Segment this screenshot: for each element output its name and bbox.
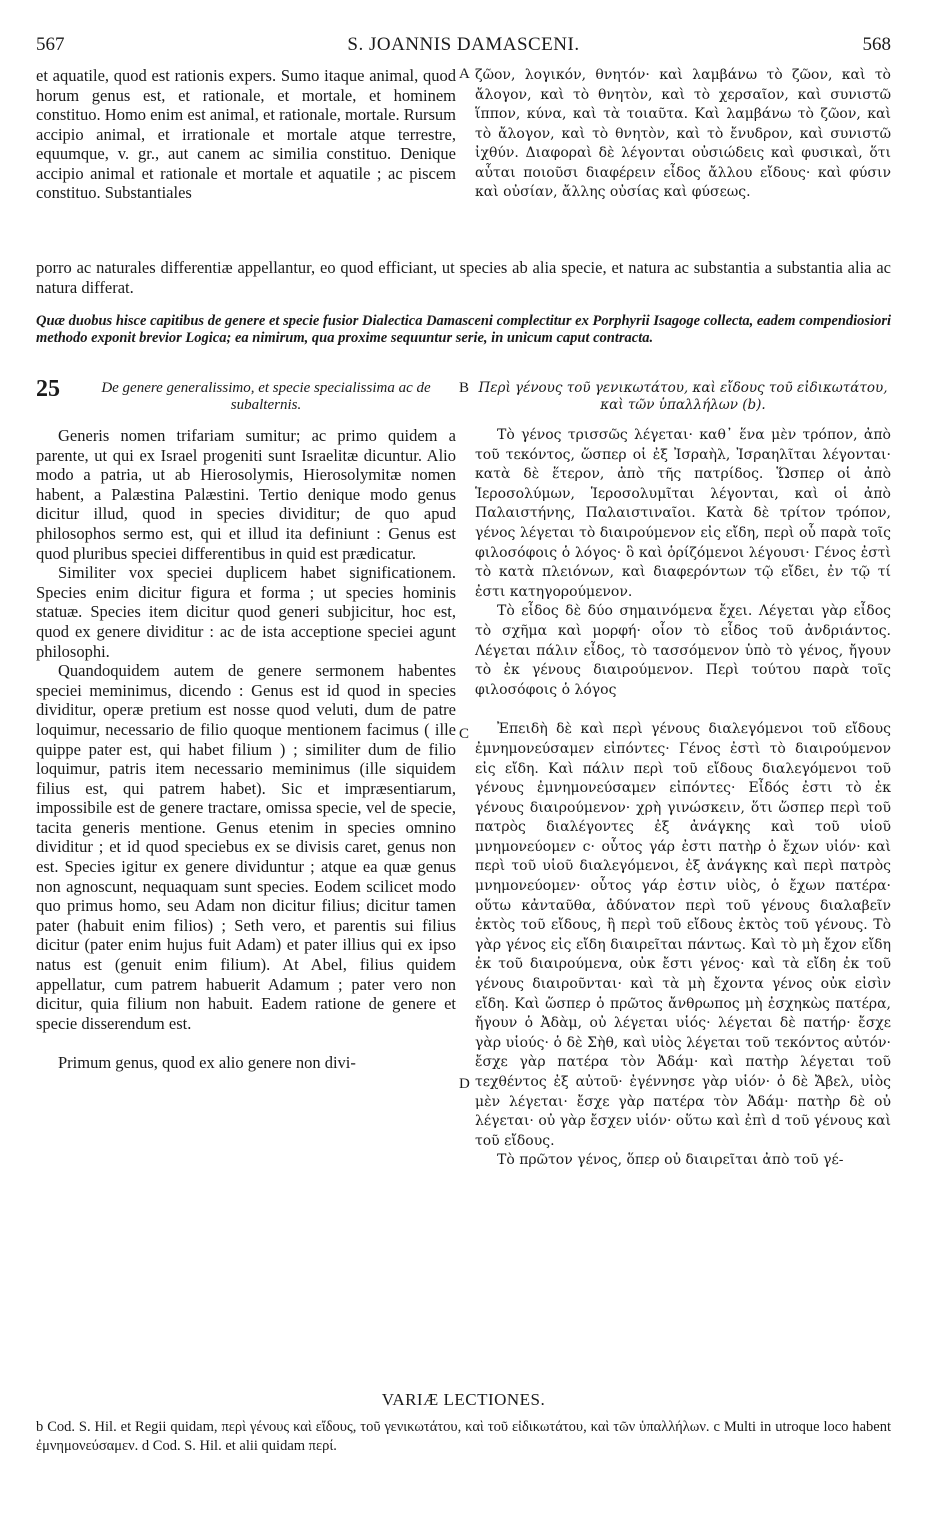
latin-section-heading: De genere generalissimo, et specie specialissima ac de subalternis. — [101, 380, 431, 413]
greek-paragraph-1: Τὸ γένος τρισσῶς λέγεται· καθ᾽ ἕνα μὲν τρόπον, ἀπὸ τοῦ τεκόντος, ὥσπερ οἱ ἐξ Ἰσραὴλ, Ἰσραηλῖται λέγονται· κατὰ δὲ ἕτερον, ἀπὸ τῆς πατρίδος. Ὥσπερ οἱ ἀπὸ Ἱεροσολύμων, Ἱεροσολυμῖται λέγονται, καὶ οἱ ἀπὸ Παλαιστήνης, Παλαιστιναῖοι. Κατὰ δὲ τρίτον τρόπον, γένος λέγεται τὸ διαιρούμενον εἰς εἴδη, περὶ οὗ παρὰ τοῖς φιλοσόφοις ὁ λόγος· ὃ καὶ ὁρίζόμενοι λέγουσι· Γένος ἐστὶ τὸ κατὰ πλειόνων, καὶ διαφερόντων τῷ εἴδει, ἐν τῷ τί ἐστι κατηγορούμενον. — [475, 427, 891, 600]
top-full-text: porro ac naturales differentiæ appellantur, eo quod efficiant, ut species ab alia specie, et natura ac substantia a substantia alia ac natura differat. — [36, 258, 891, 297]
running-title: S. JOANNIS DAMASCENI. — [347, 34, 580, 55]
variae-lectiones-text: b Cod. S. Hil. et Regii quidam, περὶ γένους καὶ εἴδους, τοῦ γενικωτάτου, καὶ τοῦ εἰδικωτάτου, καὶ τῶν ὑπαλλήλων. c Multi in utroque loco habent ἐμνημονεύσαμεν. d Cod. S. Hil. et alii quidam περί. — [36, 1419, 891, 1454]
top-greek-text: ζῶον, λογικόν, θνητόν· καὶ λαμβάνω τὸ ζῶον, καὶ τὸ ἄλογον, καὶ τὸ θνητὸν, καὶ τὸ χερσαῖον, καὶ συνιστῶ ἵππον, κύνα, καὶ τὰ τοιαῦτα. Καὶ λαμβάνω τὸ ζῶον, καὶ τὸ ἄλογον, καὶ τὸ θνητὸν, καὶ τὸ ἔνυδρον, καὶ συνιστῶ ἰχθύν. Διαφοραὶ δὲ λέγονται οὐσιώδεις καὶ φυσικαὶ, ὅτι αὗται ποιοῦσι διαφέρειν εἶδος ἄλλου εἴδους· καὶ φύσιν καὶ οὐσίαν, ἄλλης οὐσίας καὶ φύσεως. — [475, 67, 891, 200]
marker-b: B — [459, 380, 470, 396]
right-greek-column — [475, 426, 891, 1171]
top-latin-column — [36, 66, 456, 203]
left-page-number: 567 — [36, 34, 65, 55]
greek-section-heading: Περὶ γένους τοῦ γενικωτάτου, καὶ εἴδους τοῦ εἰδικωτάτου, καὶ τῶν ὑπαλλήλων (b). — [478, 380, 888, 413]
latin-paragraph-3: Quandoquidem autem de genere sermonem habentes speciei meminimus, dicendo : Genus est id quod in species dividitur, operæ pretium est nosse quod veluti, dum de patre loquimur, necessario de filio quoque mentionem facimus ( ille quippe pater est, qui habet filium ) ; similiter dum de filio loquimur, patris item necessario meminimus (ille siquidem filius est, qui patrem habet). Sic et impræsentiarum, impossibile est de genere tractare, omissa specie, vel de specie, tacita generis mentione. Genus etenim in species omnino dividitur ; et id quod speciebus ex se divisis caret, genus non est. Species igitur ex genere dividuntur ; atque ea quæ genus non agnoscunt, nequaquam sunt species. Eodem scilicet modo quo primus homo, seu Adam non dicitur filius; dicitur tamen pater (habuit enim filios) ; Seth vero, et parentis sui filius dicitur (pater enim hujus fuit Adam) et pater illius qui ex ipso natus est (genuit enim filium). At Abel, filius quidem appellatur, cum patrem habuerit Adamum ; pater vero non dicitur, quia filium non habuit. Eadem ratione de genere et specie disserendum est. — [36, 661, 456, 1033]
top-full-width-text — [36, 258, 891, 297]
marker-a: A — [459, 66, 470, 82]
page-header — [36, 34, 891, 64]
right-page-number: 568 — [862, 34, 891, 55]
editorial-note: Quæ duobus hisce capitibus de genere et specie fusior Dialectica Damasceni complectitur ex Porphyrii Isagoge collecta, eadem compendiosiori methodo exponit brevior Logica; ea nimirum, qua proxime sequuntur serie, in unicum caput contracta. — [36, 313, 891, 346]
variae-lectiones-title: VARIÆ LECTIONES. — [381, 1390, 546, 1409]
latin-paragraph-4: Primum genus, quod ex alio genere non divi- — [58, 1053, 356, 1073]
greek-paragraph-2: Τὸ εἶδος δὲ δύο σημαινόμενα ἔχει. Λέγεται γὰρ εἶδος τὸ σχῆμα καὶ μορφή· οἷον τὸ εἶδος τοῦ ἀνδριάντος. Λέγεται πάλιν εἶδος, τὸ τασσόμενον ὑπὸ τὸ γένος, ἤγουν τὸ ἐκ γένους διαιρούμενον. Περὶ τούτου παρὰ τοῖς φιλοσόφοις ὁ λόγος — [475, 603, 891, 698]
marker-d: D — [459, 1076, 470, 1092]
top-greek-column — [475, 66, 891, 203]
greek-paragraph-4: Τὸ πρῶτον γένος, ὅπερ οὐ διαιρεῖται ἀπὸ τοῦ γέ- — [497, 1152, 844, 1169]
top-latin-text: et aquatile, quod est rationis expers. Sumo itaque animal, quod horum genus est, et rationale, et mortale, et hominem constituo. Homo enim est animal, et rationale, mortale. Rursum accipio animal, et irrationale et mortale atque terrestre, equumque, v. gr., aut canem ac similia constituo. Denique accipio animal et rationale et mortale et aquatile ; ac piscem constituo. Substantiales — [36, 66, 456, 202]
marker-c: C — [459, 726, 470, 742]
latin-paragraph-2: Similiter vox speciei duplicem habet significationem. Species enim dicitur figura et forma ; ut species hominis statuæ. Species item dicitur quod generi subjicitur, hoc est, quod ex genere dividitur : ac de ista acceptione speciei agunt philosophi. — [36, 563, 456, 661]
section-number: 25 — [36, 376, 60, 402]
greek-paragraph-3: Ἐπειδὴ δὲ καὶ περὶ γένους διαλεγόμενοι τοῦ εἴδους ἐμνημονεύσαμεν εἰπόντες· Γένος ἐστὶ τὸ διαιρούμενον εἰς εἴδη. Καὶ πάλιν περὶ τοῦ εἴδους διαλεγόμενοι τοῦ γένους ἐμνημονεύσαμεν εἰπόντες· Εἶδός ἐστι τὸ ἐκ γένους διαιρούμενον· χρὴ γινώσκειν, ὅτι ὥσπερ περὶ τοῦ πατρὸς διαλέγοντες ἐξ ἀνάγκης καὶ τοῦ υἱοῦ μνημονεύομεν c· οὗτος γάρ ἐστι πατὴρ ὁ ἔχων υἱόν· καὶ περὶ τοῦ υἱοῦ διαλεγόμενοι, ἐξ ἀνάγκης καὶ περὶ πατρὸς μνημονεύομεν· οὗτος γάρ ἐστιν υἱὸς, ὁ ἔχων πατέρα· οὕτω κἀνταῦθα, ἀδύνατον περὶ τοῦ γένους διαλαβεῖν ἐκτὸς τοῦ εἴδους, ἢ περὶ τοῦ εἴδους ἐκτὸς τοῦ γένους. Τὸ γὰρ γένος εἰς εἴδη διαιρεῖται πάντως. Καὶ τὸ μὴ ἔχον εἴδη ἐκ τοῦ διαιρούμενα, οὐκ ἔστι γένος· καὶ τὰ εἴδη ἐκ τοῦ γένους διαιροῦνται· καὶ τὰ μὴ ἔχοντα γένος οὐκ εἰσὶν εἴδη. Καὶ ὥσπερ ὁ πρῶτος ἄνθρωπος μὴ ἐσχηκὼς πατέρα, ἤγουν ὁ Ἀδὰμ, οὐ λέγεται υἱός· λέγεται δὲ πατήρ· ἔσχε γὰρ υἱούς· ὁ δὲ Σὴθ, καὶ υἱὸς λέγεται τοῦ τεκόντος αὐτόν· ἔσχε γὰρ πατέρα τὸν Ἀδάμ· καὶ πατὴρ λέγεται τοῦ τεχθέντος ἐξ αὐτοῦ· ἐγέννησε γὰρ υἱόν· ὁ δὲ Ἄβελ, υἱὸς μὲν λέγεται· ἔσχε γὰρ πατέρα τὸν Ἀδάμ· πατὴρ δὲ οὐ λέγεται· οὐ γὰρ ἔσχεν υἱόν· οὕτω καὶ ἐπὶ d τοῦ γένους καὶ τοῦ εἴδους. — [475, 721, 891, 1149]
left-latin-column — [36, 426, 456, 1073]
latin-paragraph-1: Generis nomen trifariam sumitur; ac primo quidem a parente, ut qui ex Israel progeniti sunt Israelitæ dicuntur. Alio modo a patria, ut ab Hierosolymis, Hierosolymitæ nomen habent, a Palæstina Palæstini. Tertio denique modo genus dicitur illud, quod in species dividitur; de quo apud philosophos sermo est, qui et illud ita definiunt : Genus est quod pluribus speciei differentibus in quid est prædicatur. — [36, 426, 456, 563]
